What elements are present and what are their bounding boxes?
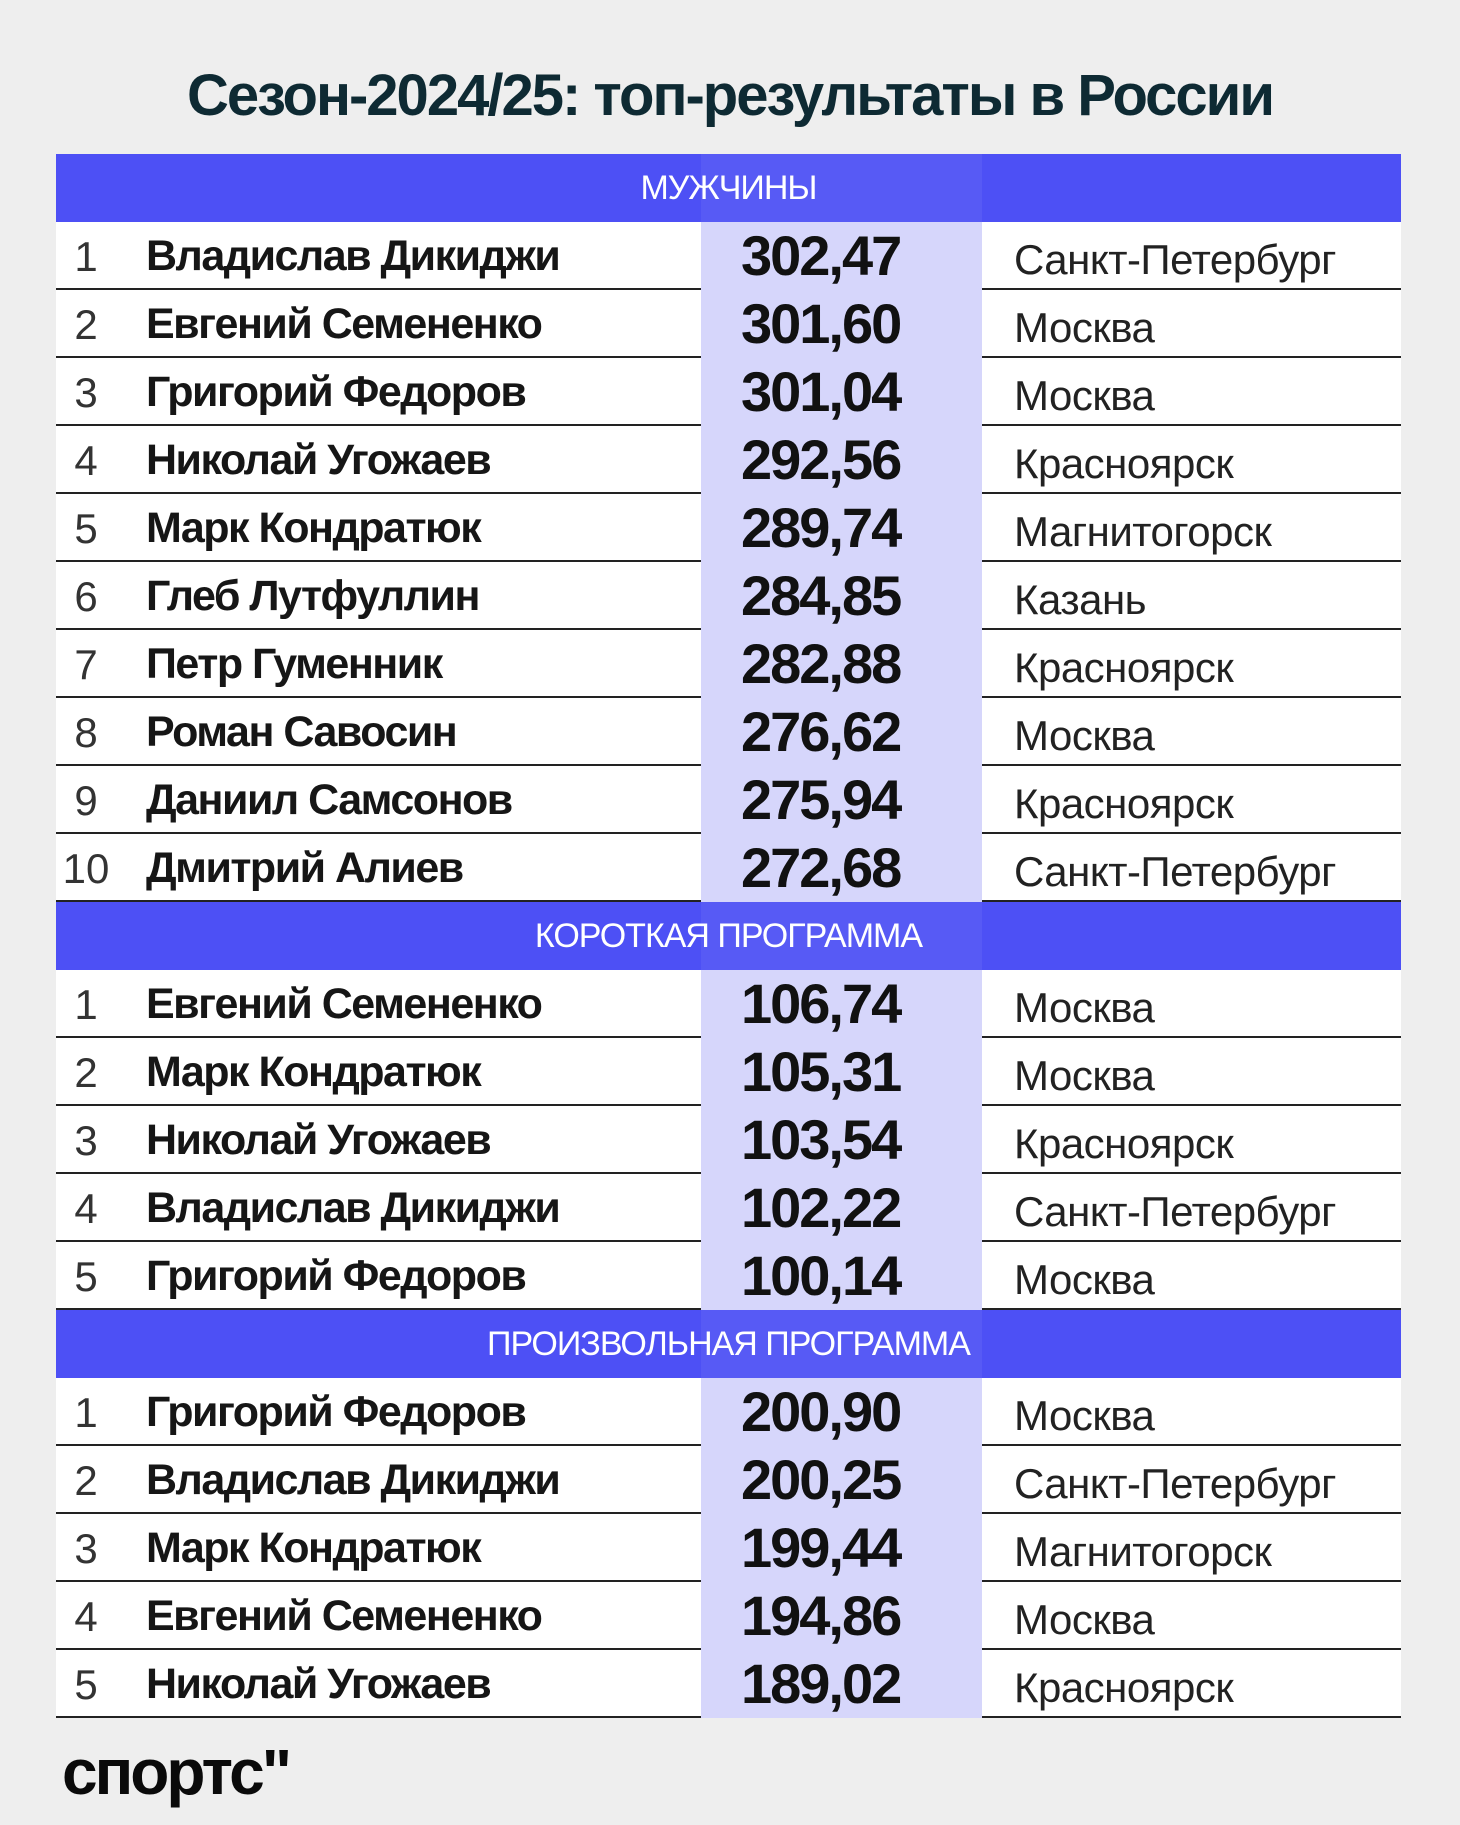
rank-number: 3 [74,1525,98,1572]
table-row [56,1514,1401,1582]
rank-number: 6 [74,573,98,620]
rank-number: 1 [74,233,98,280]
skater-name: Николай Угожаев [146,1660,491,1708]
skater-name: Николай Угожаев [146,436,491,484]
skater-name: Евгений Семененко [146,980,542,1028]
table-row [56,1106,1401,1174]
city-name: Москва [1014,712,1155,759]
score-value: 292,56 [741,428,901,491]
score-cell [701,698,982,766]
city-name: Москва [1014,304,1155,351]
section-title: КОРОТКАЯ ПРОГРАММА [534,917,923,955]
skater-name: Владислав Дикиджи [146,232,560,280]
score-value: 289,74 [741,496,901,559]
score-cell [701,1650,982,1718]
table-row [56,290,1401,358]
results-table [56,154,1401,1718]
score-value: 275,94 [741,768,901,831]
score-cell [701,630,982,698]
rank-number: 4 [74,1185,98,1232]
score-cell [701,834,982,902]
score-cell [701,1446,982,1514]
score-value: 302,47 [741,224,901,287]
score-value: 272,68 [741,836,901,899]
score-value: 199,44 [741,1516,901,1579]
city-name: Москва [1014,1392,1155,1439]
score-value: 194,86 [741,1584,901,1647]
section-header [56,902,1401,970]
skater-name: Марк Кондратюк [146,504,481,552]
table-row [56,494,1401,562]
skater-name: Евгений Семененко [146,300,542,348]
table-row [56,426,1401,494]
city-name: Магнитогорск [1014,1528,1272,1575]
skater-name: Григорий Федоров [146,368,526,416]
rank-number: 3 [74,369,98,416]
score-cell [701,1242,982,1310]
city-name: Красноярск [1014,644,1234,691]
skater-name: Евгений Семененко [146,1592,542,1640]
skater-name: Петр Гуменник [146,640,442,688]
skater-name: Григорий Федоров [146,1252,526,1300]
rank-number: 1 [74,1389,98,1436]
skater-name: Марк Кондратюк [146,1524,481,1572]
score-cell [701,1582,982,1650]
score-value: 200,25 [741,1448,901,1511]
city-name: Москва [1014,1256,1155,1303]
score-value: 103,54 [741,1108,901,1171]
score-cell [701,1038,982,1106]
score-cell [701,426,982,494]
city-name: Санкт-Петербург [1014,1460,1336,1507]
rank-number: 3 [74,1117,98,1164]
score-value: 301,60 [741,292,901,355]
city-name: Красноярск [1014,1120,1234,1167]
score-value: 276,62 [741,700,901,763]
skater-name: Николай Угожаев [146,1116,491,1164]
section-header [56,154,1401,222]
table-row [56,358,1401,426]
section-title: МУЖЧИНЫ [640,169,817,207]
score-cell [701,494,982,562]
rank-number: 2 [74,1049,98,1096]
city-name: Казань [1014,576,1147,623]
score-cell [701,1106,982,1174]
rank-number: 5 [74,1253,98,1300]
city-name: Санкт-Петербург [1014,1188,1336,1235]
rank-number: 5 [74,505,98,552]
table-row [56,1650,1401,1718]
table-row [56,766,1401,834]
score-value: 200,90 [741,1380,901,1443]
score-value: 102,22 [741,1176,901,1239]
section-header [56,1310,1401,1378]
score-cell [701,222,982,290]
table-row [56,970,1401,1038]
skater-name: Владислав Дикиджи [146,1184,560,1232]
score-value: 105,31 [741,1040,901,1103]
rank-number: 4 [74,437,98,484]
score-cell [701,970,982,1038]
score-cell [701,562,982,630]
score-value: 189,02 [741,1652,901,1715]
table-row [56,562,1401,630]
city-name: Москва [1014,372,1155,419]
city-name: Красноярск [1014,780,1234,827]
skater-name: Марк Кондратюк [146,1048,481,1096]
section-title: ПРОИЗВОЛЬНАЯ ПРОГРАММА [487,1325,970,1363]
city-name: Красноярск [1014,1664,1234,1711]
rank-number: 5 [74,1661,98,1708]
skater-name: Владислав Дикиджи [146,1456,560,1504]
skater-name: Григорий Федоров [146,1388,526,1436]
score-value: 100,14 [741,1244,901,1307]
score-cell [701,766,982,834]
table-row [56,630,1401,698]
score-cell [701,1174,982,1242]
skater-name: Глеб Лутфуллин [146,572,479,620]
city-name: Москва [1014,1052,1155,1099]
rank-number: 8 [74,709,98,756]
skater-name: Дмитрий Алиев [146,844,463,892]
table-row [56,222,1401,290]
rank-number: 1 [74,981,98,1028]
brand-logo: спортс" [62,1736,290,1808]
rank-number: 2 [74,301,98,348]
score-value: 106,74 [741,972,901,1035]
score-cell [701,1378,982,1446]
skater-name: Даниил Самсонов [146,776,512,824]
city-name: Магнитогорск [1014,508,1272,555]
score-cell [701,358,982,426]
score-cell [701,290,982,358]
table-row [56,1446,1401,1514]
table-row [56,1378,1401,1446]
table-row [56,1038,1401,1106]
rank-number: 9 [74,777,98,824]
table-row [56,1174,1401,1242]
table-row [56,1582,1401,1650]
city-name: Красноярск [1014,440,1234,487]
table-row [56,698,1401,766]
skater-name: Роман Савосин [146,708,457,756]
rank-number: 4 [74,1593,98,1640]
score-value: 284,85 [741,564,901,627]
table-row [56,834,1401,902]
score-value: 301,04 [741,360,901,423]
score-value: 282,88 [741,632,901,695]
rank-number: 10 [62,845,110,892]
page-title: Сезон-2024/25: топ-результаты в России [187,63,1273,128]
city-name: Санкт-Петербург [1014,236,1336,283]
city-name: Москва [1014,1596,1155,1643]
city-name: Санкт-Петербург [1014,848,1336,895]
score-cell [701,1514,982,1582]
rank-number: 7 [74,641,98,688]
table-row [56,1242,1401,1310]
city-name: Москва [1014,984,1155,1031]
rank-number: 2 [74,1457,98,1504]
